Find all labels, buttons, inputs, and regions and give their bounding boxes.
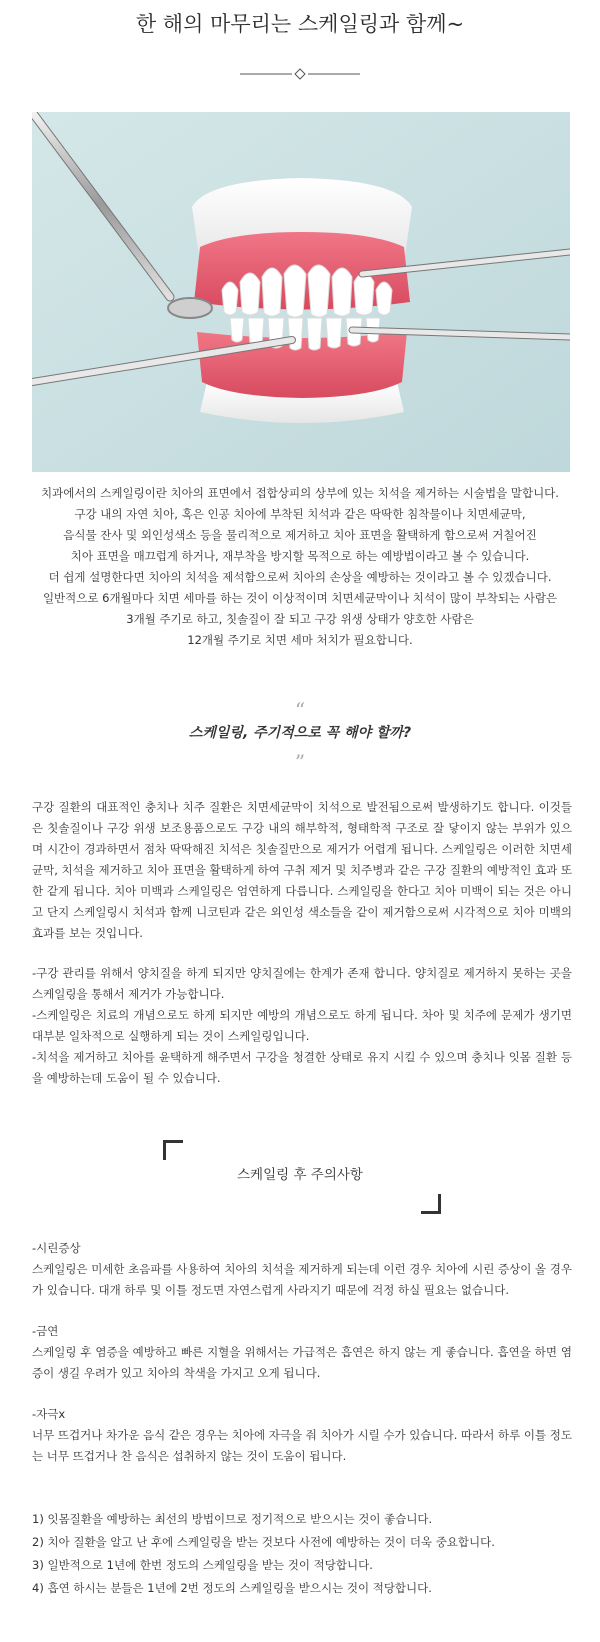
body-paragraph-1: [32, 797, 572, 944]
numbered-item: 1) 잇몸질환을 예방하는 최선의 방법이므로 정기적으로 받으시는 것이 좋습니다.: [32, 1512, 433, 1526]
intro-line: 치아 표면을 매끄럽게 하거나, 재부착을 방지할 목적으로 하는 예방법이라고 볼 수 있습니다.: [70, 549, 530, 563]
care-item-title: -자극x: [32, 1407, 66, 1421]
intro-line: 일반적으로 6개월마다 치면 세마를 하는 것이 이상적이며 치면세균막이나 치석이 많이 부착되는 사람은: [42, 591, 558, 605]
bracket-bottom-right-icon: [421, 1194, 441, 1214]
intro-line: 음식물 잔사 및 외인성색소 등을 물리적으로 제거하고 치아 표면을 활택하게 함으로써 거칠어진: [63, 528, 537, 542]
care-heading: 스케일링 후 주의사항: [237, 1167, 363, 1183]
intro-line: 3개월 주기로 하고, 칫솔질이 잘 되고 구강 위생 상태가 양호한 사람은: [126, 612, 474, 626]
care-item-text: 너무 뜨겁거나 차가운 음식 같은 경우는 치아에 자극을 줘 치아가 시릴 수가 있습니다. 따라서 하루 이틀 정도는 너무 뜨겁거나 찬 음식은 섭취하지 않는 것이 도움이 됩니다.: [32, 1428, 572, 1463]
body-paragraph-2: [32, 963, 572, 1089]
bullet-line: -스케일링은 치료의 개념으로도 하게 되지만 예방의 개념으로도 하게 됩니다. 차아 및 치주에 문제가 생기면 대부분 일차적으로 실행하게 되는 것이 스케일링입니다.: [32, 1008, 572, 1043]
numbered-item: 3) 일반적으로 1년에 한번 정도의 스케일링을 받는 것이 적당합니다.: [32, 1558, 373, 1572]
close-quote-mark: ”: [294, 750, 306, 774]
hero-image: [32, 112, 570, 472]
intro-line: 12개월 주기로 치면 세마 처치가 필요합니다.: [187, 633, 413, 647]
care-item-title: -금연: [32, 1324, 59, 1338]
title-divider: [240, 68, 360, 80]
intro-text: [28, 483, 572, 651]
open-quote-mark: “: [294, 698, 306, 722]
care-item-text: 스케일링은 미세한 초음파를 사용하여 치아의 치석을 제거하게 되는데 이런 경우 치아에 시린 증상이 올 경우가 있습니다. 대개 하루 및 이틀 정도면 자연스럽게 사라지기 때문에 걱정 하실 필요는 없습니다.: [32, 1262, 572, 1297]
care-item-title: -시린증상: [32, 1241, 81, 1255]
intro-line: 구강 내의 자연 치아, 혹은 인공 치아에 부착된 치석과 같은 딱딱한 침착물이나 치면세균막,: [74, 507, 526, 521]
numbered-list: [32, 1508, 572, 1600]
care-item: [32, 1238, 572, 1301]
bracket-top-left-icon: [163, 1140, 183, 1160]
numbered-item: 4) 흡연 하시는 분들은 1년에 2번 정도의 스케일링을 받으시는 것이 적당합니다.: [32, 1581, 432, 1595]
paragraph-text: 구강 질환의 대표적인 충치나 치주 질환은 치면세균막이 치석으로 발전됨으로써 발생하기도 합니다. 이것들은 칫솔질이나 구강 위생 보조용품으로도 구강 내의 해부학적, 형태학적 구조로 잘 닿이지 않는 부위가 있으며 시간이 경과하면서 점차 딱딱해진 치석은 칫솔질만으로 제거가 어렵게 됩니다. 스케일링은 이러한 치면세균막, 치석을 제거하고 치아 표면을 활택하게 하여 구취 제거 및 치주병과 같은 구강 질환의 예방적인 효과 또한 같게 됩니다. 치아 미백과 스케일링은 엄연하게 다릅니다. 스케일링을 한다고 치아 미백이 되는 것은 아니고 단지 스케일링시 치석과 함께 니코틴과 같은 외인성 색소들을 같이 제거함으로써 시각적으로 치아 미백의 효과를 보는 것입니다.: [32, 800, 572, 940]
care-item-text: 스케일링 후 염증을 예방하고 빠른 지혈을 위해서는 가급적은 흡연은 하지 않는 게 좋습니다. 흡연을 하면 염증이 생길 우려가 있고 치아의 착색을 가지고 오게 됩니다.: [32, 1345, 572, 1380]
care-item: [32, 1404, 572, 1467]
numbered-item: 2) 치아 질환을 알고 난 후에 스케일링을 받는 것보다 사전에 예방하는 것이 더욱 중요합니다.: [32, 1535, 495, 1549]
quote-heading: 스케일링, 주기적으로 꼭 해야 할까?: [188, 725, 412, 741]
intro-line: 치과에서의 스케일링이란 치아의 표면에서 접합상피의 상부에 있는 치석을 제거하는 시술법을 말합니다.: [41, 486, 559, 500]
page-title: 한 해의 마무리는 스케일링과 함께~: [135, 12, 465, 36]
care-item: [32, 1321, 572, 1384]
bullet-line: -구강 관리를 위해서 양치질을 하게 되지만 양치질에는 한계가 존재 합니다. 양치질로 제거하지 못하는 곳을 스케일링을 통해서 제거가 가능합니다.: [32, 966, 572, 1001]
bullet-line: -치석을 제거하고 치아를 윤택하게 해주면서 구강을 청결한 상태로 유지 시킬 수 있으며 충치나 잇몸 질환 등을 예방하는데 도움이 될 수 있습니다.: [32, 1050, 572, 1085]
intro-line: 더 쉽게 설명한다면 치아의 치석을 제석함으로써 치아의 손상을 예방하는 것이라고 볼 수 있겠습니다.: [48, 570, 552, 584]
